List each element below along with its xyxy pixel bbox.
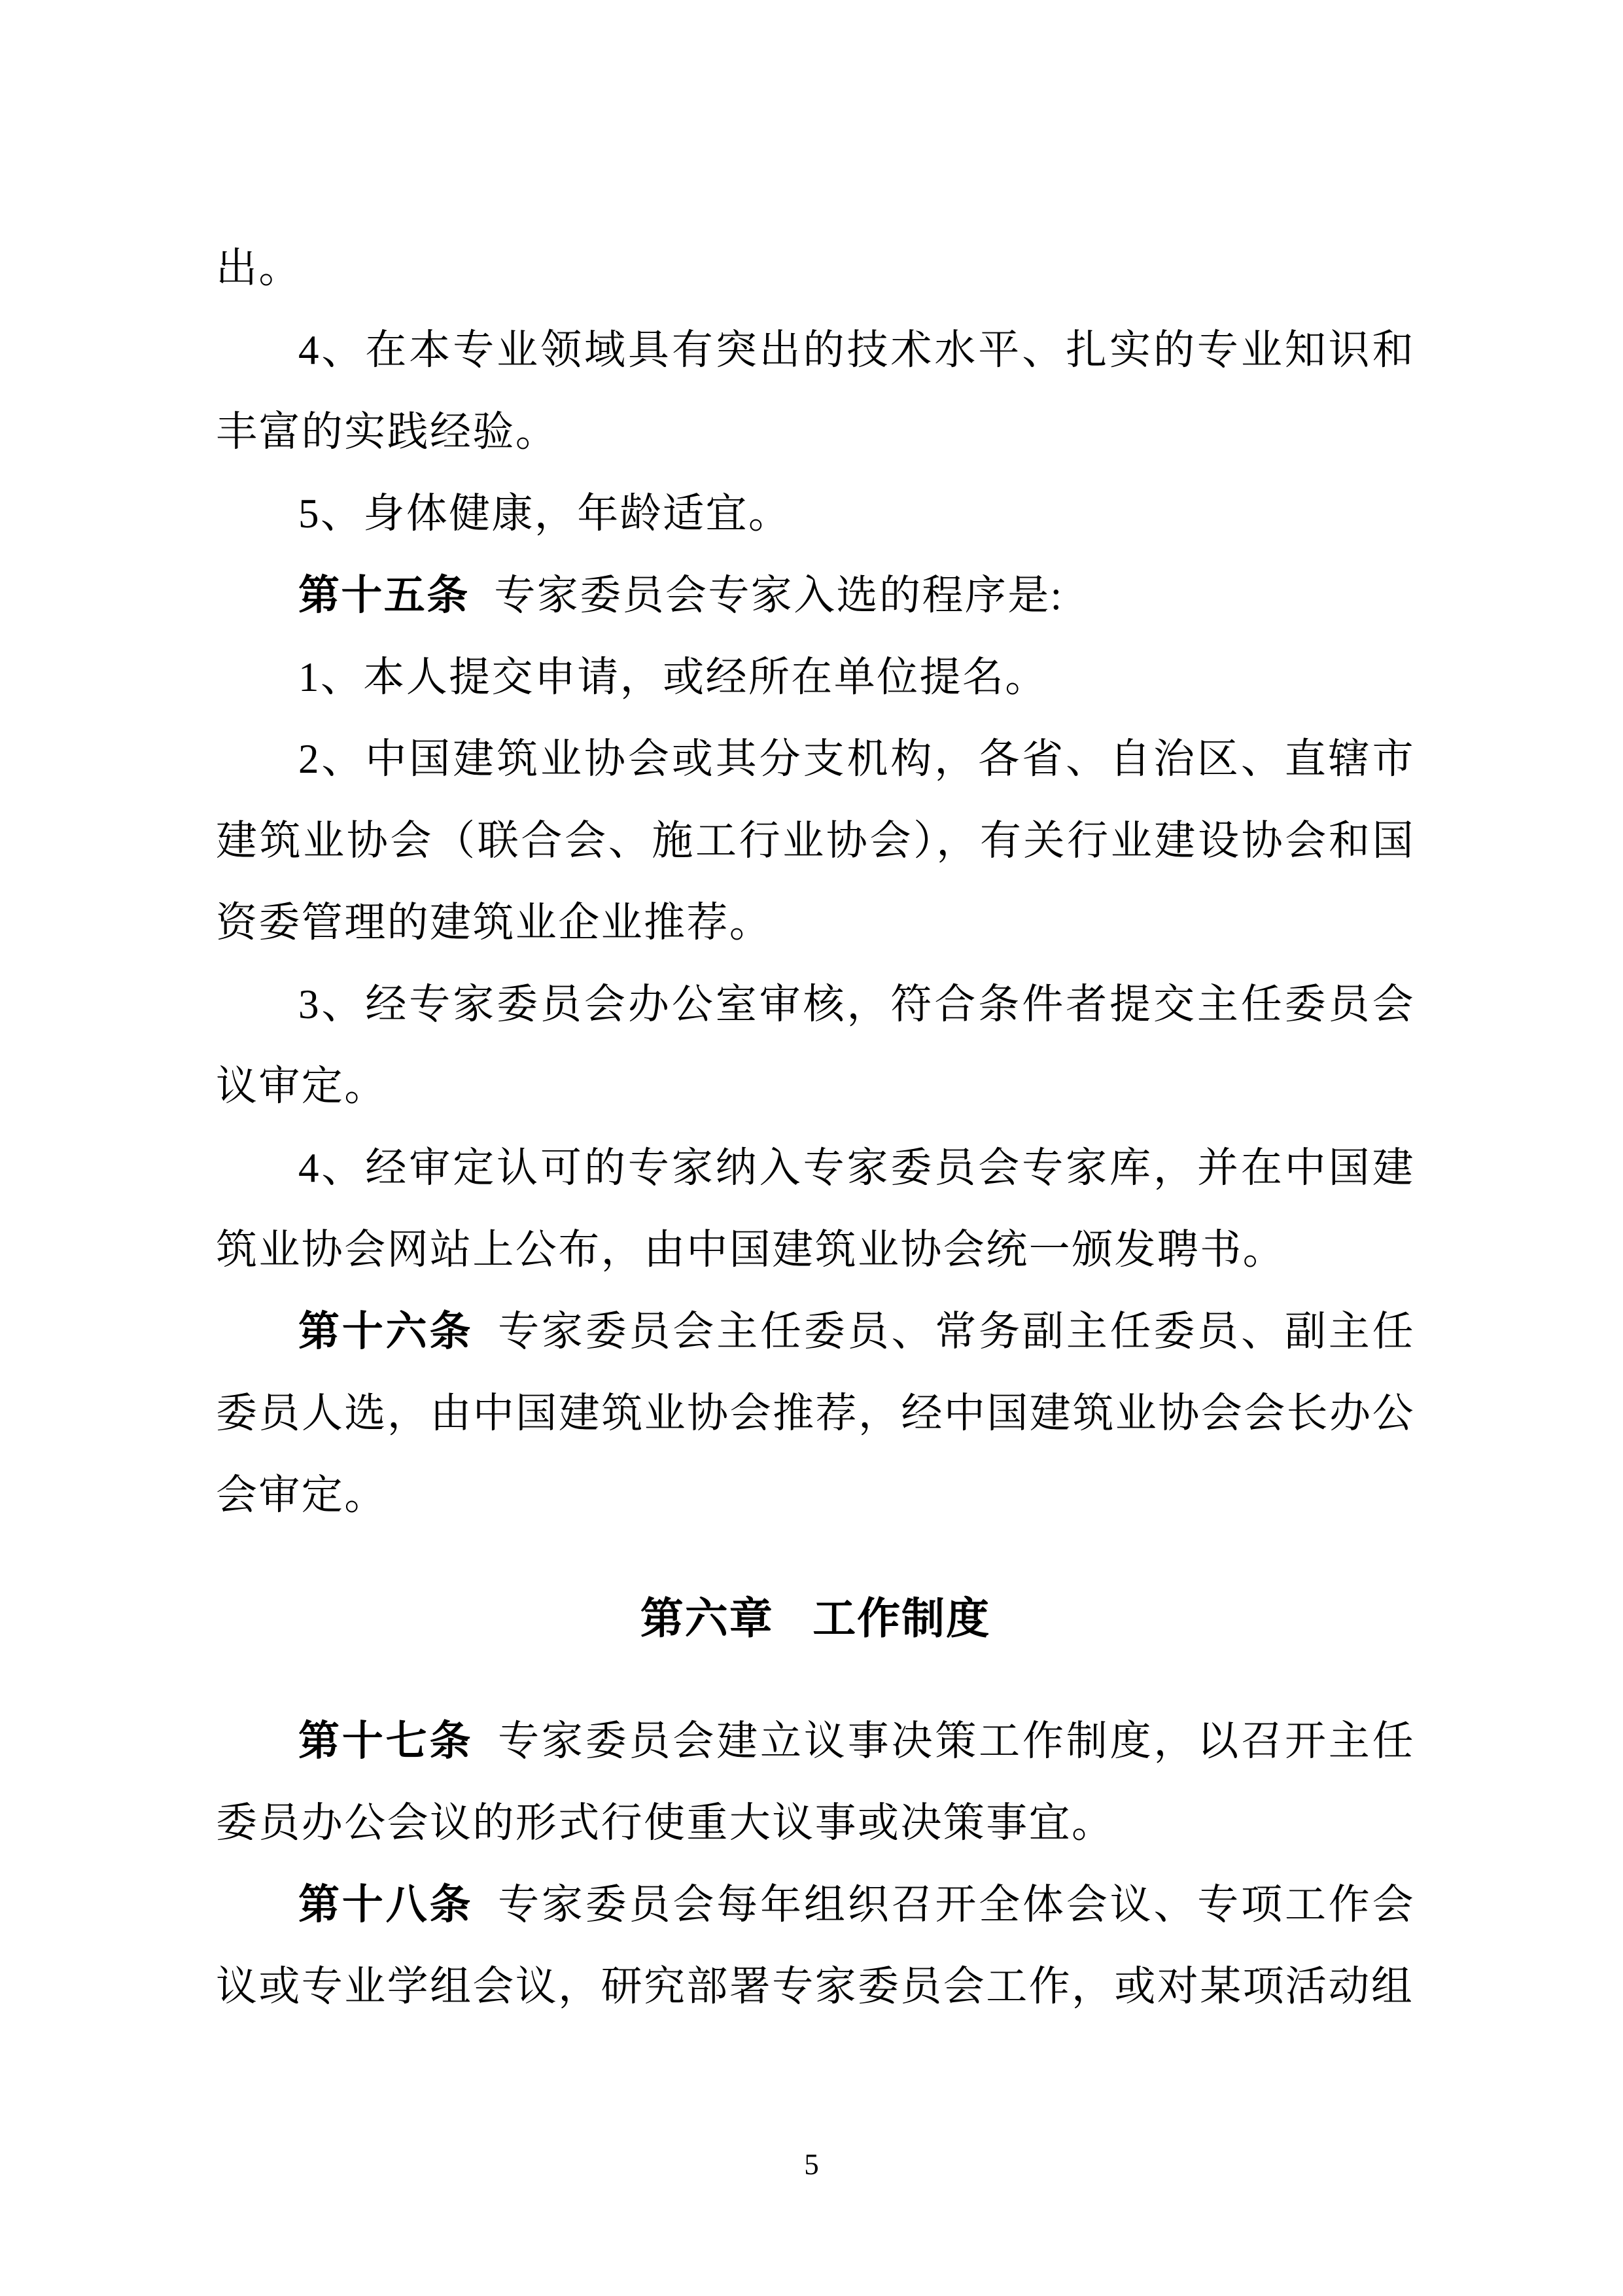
paragraph-text: 专家委员会主任委员、常务副主任委员、副主任委员人选，由中国建筑业协会推荐，经中国建筑业协会会长办公会审定。 [216, 1309, 1415, 1518]
paragraph-text: 4、经审定认可的专家纳入专家委员会专家库，并在中国建筑业协会网站上公布，由中国建筑业协会统一颁发聘书。 [216, 1145, 1415, 1273]
article-number: 第十六条 [298, 1309, 474, 1354]
paragraph-text: 5、身体健康，年龄适宜。 [298, 491, 792, 537]
paragraph-text: 专家委员会专家入选的程序是: [494, 573, 1064, 618]
chapter-title: 工作制度 [812, 1594, 991, 1642]
article-number: 第十七条 [298, 1718, 474, 1764]
paragraph [216, 964, 1415, 1127]
article-number: 第十五条 [298, 573, 470, 618]
paragraph [216, 473, 1415, 555]
paragraph-text: 2、中国建筑业协会或其分支机构，各省、自治区、直辖市建筑业协会（联合会、施工行业协会），有关行业建设协会和国资委管理的建筑业企业推荐。 [216, 736, 1415, 945]
article-number: 第十八条 [298, 1882, 474, 1928]
paragraph [216, 555, 1415, 637]
paragraph [216, 228, 1415, 309]
paragraph [216, 1127, 1415, 1291]
paragraph-text: 3、经专家委员会办公室审核，符合条件者提交主任委员会议审定。 [216, 981, 1415, 1109]
paragraph [216, 309, 1415, 473]
document-body [216, 228, 1415, 2028]
paragraph [216, 718, 1415, 964]
paragraph [216, 637, 1415, 718]
paragraph [216, 1864, 1415, 2028]
page-number: 5 [804, 2148, 819, 2181]
paragraph-text: 专家委员会建立议事决策工作制度，以召开主任委员办公会议的形式行使重大议事或决策事宜。 [216, 1718, 1415, 1846]
chapter-number: 第六章 [640, 1594, 774, 1642]
paragraph-text: 1、本人提交申请，或经所在单位提名。 [298, 654, 1048, 700]
paragraph [216, 1701, 1415, 1864]
paragraph-text: 4、在本专业领域具有突出的技术水平、扎实的专业知识和丰富的实践经验。 [216, 327, 1415, 455]
paragraph [216, 1291, 1415, 1536]
paragraph-text: 出。 [216, 245, 302, 291]
paragraph-text: 专家委员会每年组织召开全体会议、专项工作会议或专业学组会议，研究部署专家委员会工作，或对某项活动组 [216, 1882, 1415, 2009]
chapter-heading [216, 1578, 1415, 1659]
